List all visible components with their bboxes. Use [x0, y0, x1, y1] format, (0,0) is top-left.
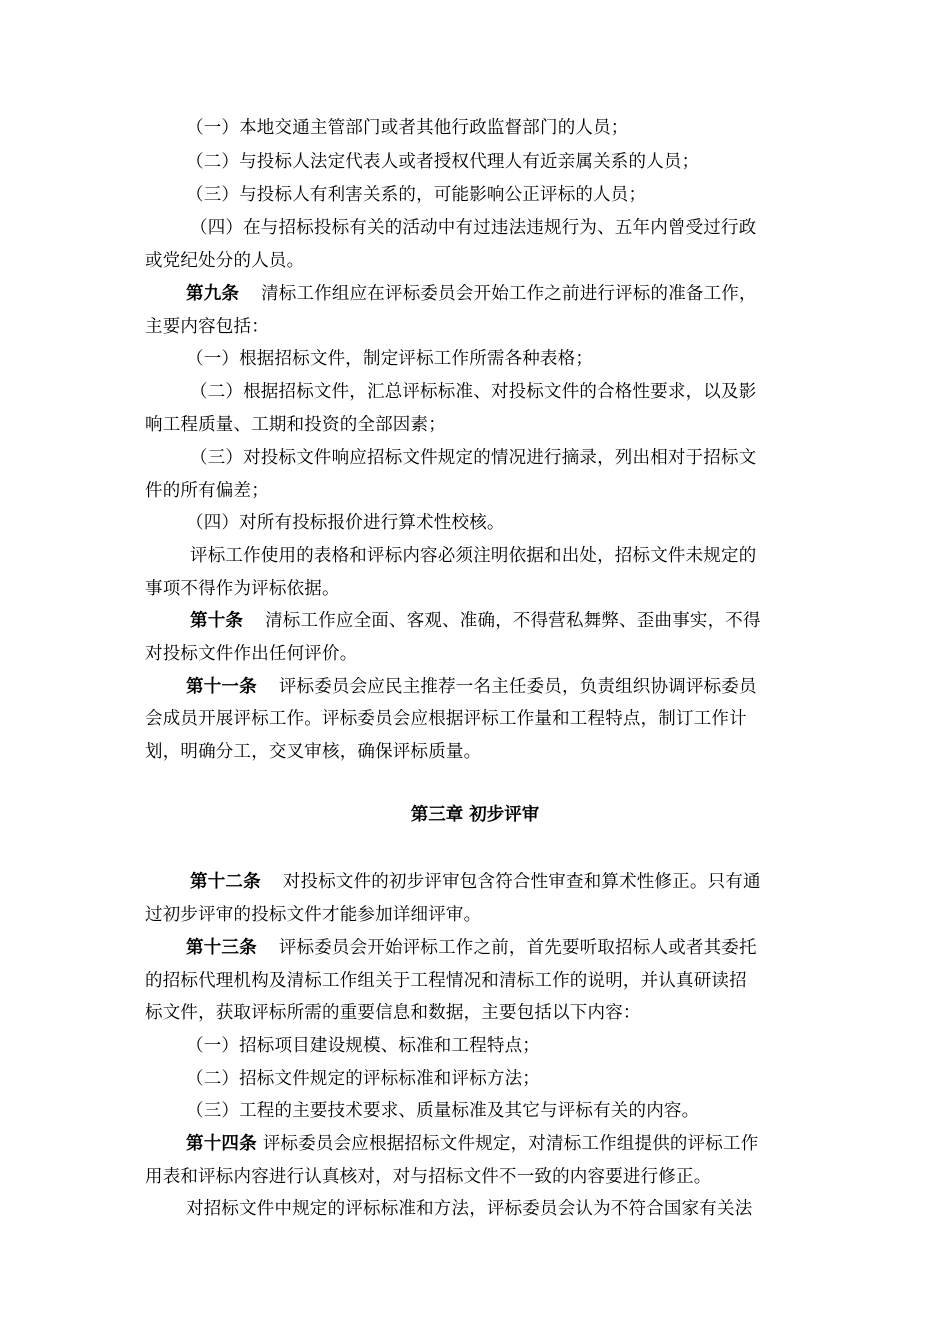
text-line: 评标工作使用的表格和评标内容必须注明依据和出处，招标文件未规定的: [190, 546, 757, 566]
text-line: 对招标文件中规定的评标标准和方法，评标委员会认为不符合国家有关法: [186, 1199, 753, 1219]
article-11-paragraph: [186, 675, 757, 699]
text-line: （二）根据招标文件，汇总评标标准、对投标文件的合格性要求，以及影: [190, 382, 757, 402]
text-line: 用表和评标内容进行认真核对，对与招标文件不一致的内容要进行修正。: [145, 1167, 712, 1187]
article-12-paragraph: [190, 870, 761, 894]
text-line: （一）招标项目建设规模、标准和工程特点；: [186, 1036, 540, 1056]
text-line: 划，明确分工，交叉审核，确保评标质量。: [145, 742, 482, 762]
text-line: （三）工程的主要技术要求、质量标准及其它与评标有关的内容。: [186, 1101, 700, 1121]
article-14-paragraph: [186, 1132, 758, 1156]
text-line: （三）对投标文件响应招标文件规定的情况进行摘录，列出相对于招标文: [190, 448, 757, 468]
text-line: 主要内容包括：: [145, 317, 269, 337]
text-line: （四）对所有投标报价进行算术性校核。: [186, 513, 505, 533]
article-10-heading: 第十条: [190, 611, 244, 631]
text-line: 评标委员会应根据招标文件规定，对清标工作组提供的评标工作: [262, 1134, 759, 1154]
text-line: 或党纪处分的人员。: [145, 251, 305, 271]
chapter-title: 第三章 初步评审: [410, 805, 540, 825]
article-11-heading: 第十一条: [186, 677, 257, 697]
article-9-heading: 第九条: [186, 284, 240, 304]
text-line: （四）在与招标投标有关的活动中有过违法违规行为、五年内曾受过行政: [190, 218, 757, 238]
text-line: 标文件，获取评标所需的重要信息和数据，主要包括以下内容：: [145, 1003, 641, 1023]
text-line: 的招标代理机构及清标工作组关于工程情况和清标工作的说明，并认真研读招: [145, 971, 747, 991]
text-line: 响工程质量、工期和投资的全部因素；: [145, 415, 446, 435]
text-line: （二）与投标人法定代表人或者授权代理人有近亲属关系的人员；: [186, 152, 700, 172]
text-line: 事项不得作为评标依据。: [145, 579, 340, 599]
text-line: 评标委员会应民主推荐一名主任委员，负责组织协调评标委员: [278, 677, 757, 697]
text-line: （一）本地交通主管部门或者其他行政监督部门的人员；: [186, 118, 629, 138]
text-line: 对投标文件的初步评审包含符合性审查和算术性修正。只有通: [282, 872, 761, 892]
article-12-heading: 第十二条: [190, 872, 261, 892]
text-line: 对投标文件作出任何评价。: [145, 644, 358, 664]
article-9-paragraph: [186, 282, 757, 306]
text-line: （三）与投标人有利害关系的，可能影响公正评标的人员；: [186, 185, 647, 205]
text-line: 清标工作应全面、客观、准确，不得营私舞弊、歪曲事实，不得: [265, 611, 761, 631]
text-line: （二）招标文件规定的评标标准和评标方法；: [186, 1069, 540, 1089]
text-line: 件的所有偏差；: [145, 481, 269, 501]
article-13-heading: 第十三条: [186, 938, 257, 958]
text-line: （一）根据招标文件，制定评标工作所需各种表格；: [186, 349, 594, 369]
article-13-paragraph: [186, 936, 757, 960]
text-line: 评标委员会开始评标工作之前，首先要听取招标人或者其委托: [278, 938, 757, 958]
article-14-heading: 第十四条: [186, 1134, 257, 1154]
text-line: 清标工作组应在评标委员会开始工作之前进行评标的准备工作，: [261, 284, 757, 304]
text-line: 会成员开展评标工作。评标委员会应根据评标工作量和工程特点，制订工作计: [145, 709, 747, 729]
article-10-paragraph: [190, 609, 761, 633]
text-line: 过初步评审的投标文件才能参加详细评审。: [145, 905, 482, 925]
